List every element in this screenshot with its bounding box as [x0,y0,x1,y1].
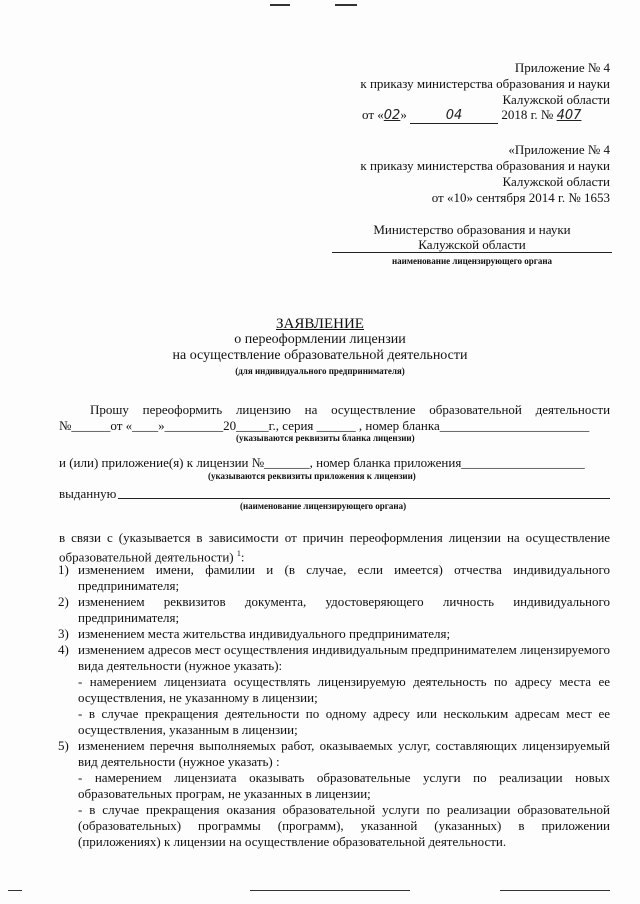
word: связи [71,530,101,545]
sub-item-text: - намерением лицензиата оказывать образовательные услуги по реализации новых образовательных програм, не указанных в лицензии; [78,770,610,801]
list-item [58,562,610,594]
request-caption-license: (указываются реквизиты бланка лицензии) [236,433,415,443]
header-date-day: 02 [383,108,401,123]
word: в [196,530,203,545]
header-date-mid: » [400,107,407,122]
header-date-number: 407 [556,108,582,123]
scan-artifact-bottom [250,890,410,891]
quote-order-line: к приказу министерства образования и науки [360,158,610,173]
word: образовательной [429,402,522,417]
list-item-number: 2) [58,594,69,609]
sub-item-text: - намерением лицензиата осуществлять лицензируемую деятельность по адресу места ее осуществления, не указанному в лицензии; [78,674,610,705]
header-date-prefix: от « [362,107,384,122]
header-date-line [362,107,581,124]
list-item-text: изменением имени, фамилии и (в случае, если имеется) отчества индивидуального предпринимателя; [78,562,610,593]
authority-line1: Министерство образования и науки [373,222,571,237]
authority-line2: Калужской области [418,237,526,252]
word: лицензии [448,530,501,545]
sub-item-text: - в случае прекращения деятельности по одному адресу или нескольким адресам мест ее осуществления, указанным в лицензии; [78,706,610,737]
word: переоформить [142,402,223,417]
request-line3: и (или) приложение(я) к лицензии №_______, номер бланка приложения___________________ [59,455,585,470]
title-note: (для индивидуального предпринимателя) [235,366,405,376]
authority-caption: наименование лицензирующего органа [391,256,553,266]
footnote-mark: 1 [236,549,241,558]
word: (указывается [118,530,191,545]
list-item-number: 1) [58,562,69,577]
list-item [58,738,610,850]
list-item-number: 3) [58,626,69,641]
issued-label: выданную [59,486,117,501]
header-date-month [410,108,498,124]
header-date-month-value: 04 [445,108,463,123]
header-region: Калужской области [502,92,610,107]
word: с [106,530,113,545]
header-appendix-title: Приложение № 4 [514,60,610,75]
title-line3: на осуществление образовательной деятельности [172,348,468,363]
quote-appendix-title: «Приложение № 4 [508,142,610,157]
list-item-text: изменением адресов мест осуществления индивидуальным предпринимателем лицензируемого вида деятельности (нужное указать): [78,642,610,673]
word: от [284,530,297,545]
list-item [58,626,610,642]
request-caption-appendix: (указываются реквизиты приложения к лицензии) [208,471,416,481]
word: зависимости [208,530,279,545]
scan-artifact-bottom [500,890,610,891]
word: лицензию [235,402,291,417]
list-item-number: 4) [58,642,69,657]
list-item [58,594,610,626]
authority-underline [332,252,612,253]
list-item-number: 5) [58,738,69,753]
scan-artifact-top [335,4,357,6]
word: причин [302,530,344,545]
list-item-text: изменением реквизитов документа, удостоверяющего личность индивидуального предпринимателя; [78,594,610,625]
reason-intro-colon: : [240,549,245,565]
list-item [58,642,610,738]
quote-region: Калужской области [502,174,610,189]
word: на [506,530,520,545]
issued-underline [118,498,610,499]
list-item-text: изменением перечня выполняемых работ, оказываемых услуг, составляющих лицензируемый вид деятельности (нужное указать) : [78,738,610,769]
reason-intro-line1 [59,530,610,546]
word: деятельности [535,402,611,417]
issued-caption: (наименование лицензирующего органа) [240,501,407,511]
scan-artifact-top [270,4,290,6]
header-order-line: к приказу министерства образования и науки [360,76,610,91]
page-title: ЗАЯВЛЕНИЕ [276,316,364,332]
request-line1 [90,402,610,418]
word: осуществление [331,402,416,417]
word: Прошу [90,402,129,417]
word: на [304,402,318,417]
word: переоформления [349,530,443,545]
title-line2: о переоформлении лицензии [234,332,406,347]
header-date-year: 2018 г. № [501,107,554,122]
reason-intro-text: образовательной деятельности) [59,549,234,565]
quote-date-line: от «10» сентября 2014 г. № 1653 [431,190,610,205]
sub-item-text: - в случае прекращения оказания образовательной услуги по реализации образовательной (образовательных) программы (программ), указанной (указанных) в приложении (приложениях) к лицензии на осуществление образовательной деятельности. [78,802,610,849]
scan-artifact-bottom [8,890,22,891]
list-item-text: изменением места жительства индивидуального предпринимателя; [78,626,451,641]
request-line2: №______от «____»_________20_____г., серия ______ , номер бланка_______________________ [59,418,590,433]
word: в [59,530,66,545]
word: осуществление [525,530,611,545]
